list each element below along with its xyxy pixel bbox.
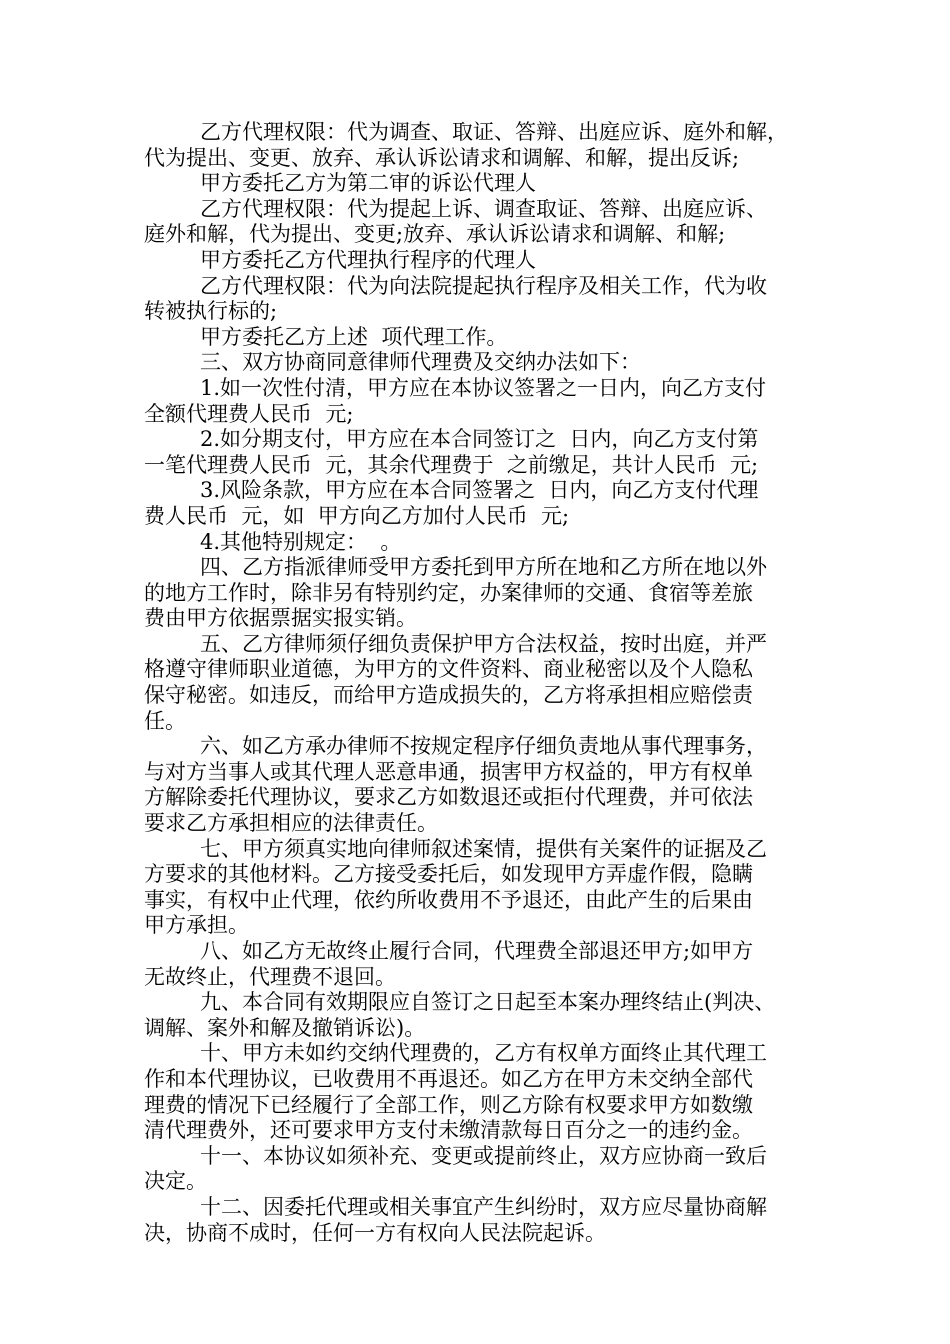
text-line: 甲方委托乙方上述 项代理工作。 — [200, 324, 508, 349]
text-line: 乙方代理权限：代为调查、取证、答辩、出庭应诉、庭外和解， — [200, 120, 788, 144]
text-line: 方要求的其他材料。乙方接受委托后，如发现甲方弄虚作假，隐瞒 — [144, 862, 753, 887]
text-line: 决，协商不成时，任何一方有权向人民法院起诉。 — [144, 1220, 606, 1245]
text-line: 清代理费外，还可要求甲方支付未缴清款每日百分之一的违约金。 — [144, 1118, 753, 1143]
text-line: 四、乙方指派律师受甲方委托到甲方所在地和乙方所在地以外 — [200, 555, 767, 580]
text-line: 一笔代理费人民币 元，其余代理费于 之前缴足，共计人民币 元; — [144, 452, 759, 477]
text-line: 费由甲方依据票据实报实销。 — [144, 606, 417, 631]
text-line: 要求乙方承担相应的法律责任。 — [144, 811, 438, 836]
text-line: 保守秘密。如违反，而给甲方造成损失的，乙方将承担相应赔偿责 — [144, 683, 753, 708]
text-line: 作和本代理协议，已收费用不再退还。如乙方在甲方未交纳全部代 — [144, 1066, 753, 1091]
text-line: 甲方承担。 — [144, 913, 249, 938]
text-line: 五、乙方律师须仔细负责保护甲方合法权益，按时出庭，并严 — [200, 631, 767, 656]
text-line: 十一、本协议如须补充、变更或提前终止，双方应协商一致后 — [200, 1143, 767, 1168]
text-line: 六、如乙方承办律师不按规定程序仔细负责地从事代理事务， — [200, 734, 767, 759]
text-line: 与对方当事人或其代理人恶意串通，损害甲方权益的，甲方有权单 — [144, 759, 753, 784]
text-line: 庭外和解，代为提出、变更;放弃、承认诉讼请求和调解、和解; — [144, 222, 726, 247]
text-line: 决定。 — [144, 1169, 207, 1194]
text-line: 理费的情况下已经履行了全部工作，则乙方除有权要求甲方如数缴 — [144, 1092, 753, 1117]
text-line: 七、甲方须真实地向律师叙述案情，提供有关案件的证据及乙 — [200, 836, 767, 861]
text-line: 十二、因委托代理或相关事宜产生纠纷时，双方应尽量协商解 — [200, 1194, 767, 1219]
text-line: 格遵守律师职业道德，为甲方的文件资料、商业秘密以及个人隐私 — [144, 657, 753, 682]
text-line: 的地方工作时，除非另有特别约定，办案律师的交通、食宿等差旅 — [144, 580, 753, 605]
text-line: 任。 — [144, 708, 186, 733]
text-line: 乙方代理权限：代为提起上诉、调查取证、答辩、出庭应诉、 — [200, 196, 767, 221]
text-line: 1.如一次性付清，甲方应在本协议签署之一日内，向乙方支付 — [200, 375, 767, 400]
text-line: 无故终止，代理费不退回。 — [144, 964, 396, 989]
text-line: 代为提出、变更、放弃、承认诉讼请求和调解、和解，提出反诉; — [144, 145, 740, 170]
text-line: 方解除委托代理协议，要求乙方如数退还或拒付代理费，并可依法 — [144, 785, 753, 810]
text-line: 三、双方协商同意律师代理费及交纳办法如下： — [200, 350, 641, 375]
text-line: 八、如乙方无故终止履行合同，代理费全部退还甲方;如甲方 — [200, 939, 754, 963]
text-line: 调解、案外和解及撤销诉讼)。 — [144, 1015, 426, 1040]
text-line: 2.如分期支付，甲方应在本合同签订之 日内，向乙方支付第 — [200, 427, 759, 452]
document-body — [144, 120, 834, 1246]
text-line: 转被执行标的; — [144, 299, 278, 324]
text-line: 十、甲方未如约交纳代理费的，乙方有权单方面终止其代理工 — [200, 1041, 767, 1066]
text-line: 甲方委托乙方代理执行程序的代理人 — [200, 247, 536, 272]
text-line: 九、本合同有效期限应自签订之日起至本案办理终结止(判决、 — [200, 990, 776, 1015]
text-line: 全额代理费人民币 元; — [144, 401, 354, 426]
text-line: 4.其他特别规定： 。 — [200, 529, 402, 554]
text-line: 3.风险条款，甲方应在本合同签署之 日内，向乙方支付代理 — [200, 478, 759, 503]
text-line: 事实，有权中止代理，依约所收费用不予退还，由此产生的后果由 — [144, 887, 753, 912]
text-line: 甲方委托乙方为第二审的诉讼代理人 — [200, 171, 536, 196]
text-line: 费人民币 元，如 甲方向乙方加付人民币 元; — [144, 503, 570, 528]
text-line: 乙方代理权限：代为向法院提起执行程序及相关工作，代为收 — [200, 273, 767, 298]
